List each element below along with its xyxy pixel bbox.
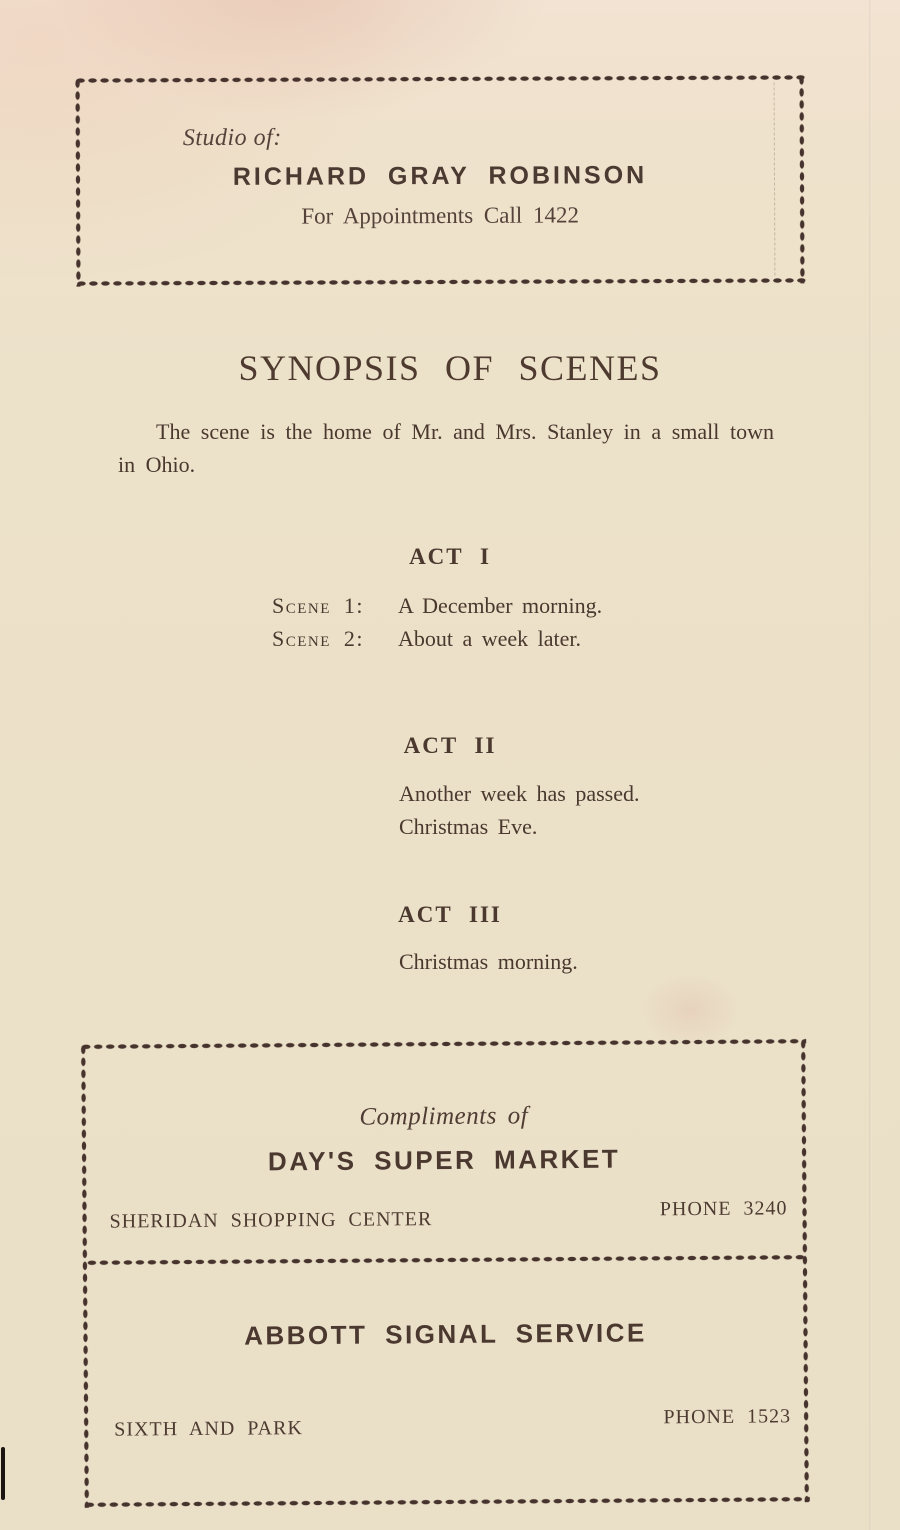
page-title: SYNOPSIS OF SCENES [238,348,662,388]
advertiser-name: ABBOTT SIGNAL SERVICE [244,1317,647,1351]
scene-description: About a week later. [398,626,582,651]
beaded-ad-divider [86,1254,804,1266]
studio-appointments-line: For Appointments Call 1422 [301,202,580,229]
act-2-line: Christmas Eve. [399,814,538,839]
scene-label: Scene 1: [272,593,365,618]
paper-crease [869,0,872,1530]
compliments-label: Compliments of [359,1102,529,1131]
page-edge-mark [1,1447,5,1500]
scene-description: A December morning. [398,593,603,618]
advertiser-address: SIXTH AND PARK [114,1417,303,1441]
act-1-heading: ACT I [409,544,491,569]
act-2-heading: ACT II [403,733,497,758]
beaded-border-bottom [84,1496,810,1508]
ads-box [80,1038,810,1508]
act-3-heading: ACT III [398,902,502,927]
beaded-border-top [75,74,805,83]
scene-row [272,626,581,652]
beaded-border-bottom [75,277,805,286]
act-2-line: Another week has passed. [399,781,640,806]
act-3-line: Christmas morning. [399,949,578,974]
studio-label: Studio of: [182,124,282,152]
advertiser-phone: PHONE 1523 [663,1405,792,1429]
scene-label: Scene 2: [272,626,365,651]
scene-row [272,593,602,619]
beaded-border-top [80,1038,806,1050]
studio-ad-box [75,74,806,286]
advertiser-address: SHERIDAN SHOPPING CENTER [109,1208,433,1233]
setting-paragraph: The scene is the home of Mr. and Mrs. Stanley in a small town in Ohio. [118,419,774,477]
advertiser-phone: PHONE 3240 [659,1197,788,1221]
studio-name: RICHARD GRAY ROBINSON [232,161,648,191]
advertiser-name: DAY'S SUPER MARKET [267,1143,621,1177]
